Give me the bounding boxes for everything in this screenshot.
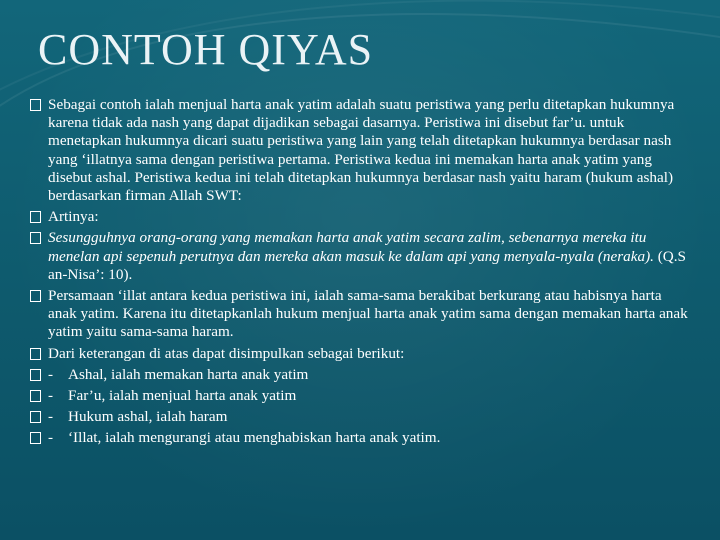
paragraph-text: Artinya:: [48, 208, 99, 226]
paragraph: [30, 229, 690, 284]
square-bullet-icon: [30, 411, 41, 423]
paragraph-text: Dari keterangan di atas dapat disimpulkan sebagai berikut:: [48, 344, 405, 362]
slide-content: [30, 96, 690, 451]
paragraph-text: Persamaan ‘illat antara kedua peristiwa ini, ialah sama-sama berakibat berkurang atau habisnya harta anak yatim. Karena itu ditetapkanlah hukum menjual harta anak yatim sama dengan memakan harta anak yatim yaitu sama-sama haram.: [48, 287, 688, 341]
square-bullet-icon: [30, 369, 41, 381]
paragraph: [30, 208, 690, 226]
list-item-text: Far’u, ialah menjual harta anak yatim: [68, 387, 297, 405]
square-bullet-icon: [30, 99, 41, 111]
square-bullet-icon: [30, 290, 41, 302]
slide-title: CONTOH QIYAS: [38, 25, 374, 74]
list-item-text: Ashal, ialah memakan harta anak yatim: [68, 365, 309, 383]
square-bullet-icon: [30, 390, 41, 402]
paragraph: [30, 287, 690, 342]
paragraph: [30, 96, 690, 205]
list-item-text: Hukum ashal, ialah haram: [68, 408, 228, 426]
quran-translation: Sesungguhnya orang-orang yang memakan harta anak yatim secara zalim, sebenarnya mereka itu menelan api sepenuh perutnya dan mereka akan masuk ke dalam api yang menyala-nyala (neraka).: [48, 229, 654, 265]
paragraph: [30, 345, 690, 363]
dash-marker: -: [48, 365, 54, 383]
list-item: [30, 366, 690, 384]
square-bullet-icon: [30, 232, 41, 244]
square-bullet-icon: [30, 211, 41, 223]
list-item: [30, 408, 690, 426]
list-item: [30, 429, 690, 447]
square-bullet-icon: [30, 348, 41, 360]
square-bullet-icon: [30, 432, 41, 444]
dash-marker: -: [48, 429, 54, 447]
list-item-text: ‘Illat, ialah mengurangi atau menghabiskan harta anak yatim.: [68, 429, 441, 447]
quote-paragraph: [48, 229, 690, 284]
list-item: [30, 387, 690, 405]
paragraph-text: Sebagai contoh ialah menjual harta anak yatim adalah suatu peristiwa yang perlu ditetapkan hukumnya karena tidak ada nash yang dapat dijadikan sebagai dasarnya. Peristiwa ini disebut far’u. untuk menetapkan hukumnya dicari suatu peristiwa yang lain yang telah ditetapkan hukumnya berdasar nash yang ‘illatnya sama dengan peristiwa pertama. Peristiwa kedua ini memakan harta anak yatim yang disebut ashal. Peristiwa kedua ini telah ditetapkan hukumnya berdasar nash yaitu haram (hukum ashal) berdasarkan firman Allah SWT:: [48, 96, 675, 205]
verse-reference: (Q.S an-Nisa’: 10).: [48, 247, 687, 283]
dash-marker: -: [48, 387, 54, 405]
dash-marker: -: [48, 408, 54, 426]
